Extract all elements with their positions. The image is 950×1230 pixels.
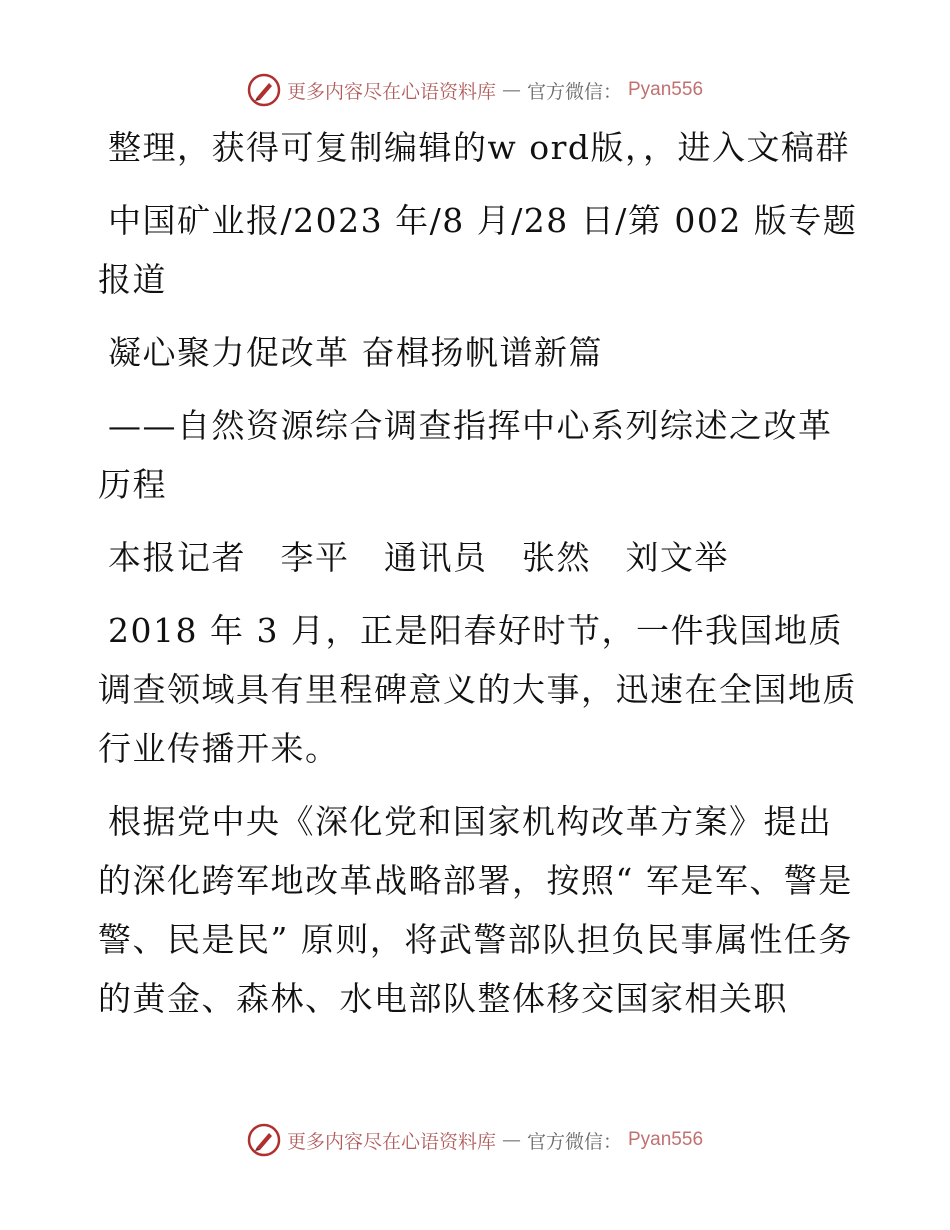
banner-wechat-label: 官方微信： <box>526 1130 622 1153</box>
banner-wechat-id: Pyan556 <box>628 79 704 100</box>
article-subtitle: ——自然资源综合调查指挥中心系列综述之改革历程 <box>98 406 833 504</box>
document-body <box>98 118 858 1042</box>
banner-text: 更多内容尽在心语资料库 <box>286 1130 496 1153</box>
paragraph-body-1: 2018 年 3 月，正是阳春好时节，一件我国地质调查领域具有里程碑意义的大事，迅速在全国地质行业传播开来。 <box>98 611 857 768</box>
paragraph-intro: 整理，获得可复制编辑的w ord版，，进入文稿群 <box>108 128 851 167</box>
banner-separator: — <box>501 79 521 101</box>
banner-wechat-id: Pyan556 <box>628 1129 704 1150</box>
pen-logo-icon <box>247 73 281 107</box>
paragraph-body-2: 根据党中央《深化党和国家机构改革方案》提出的深化跨军地改革战略部署，按照“ 军是军、警是警、民是民” 原则，将武警部队担负民事属性任务的黄金、森林、水电部队整体移交国家相关职 <box>98 802 853 1018</box>
header-banner <box>0 70 950 110</box>
banner-separator: — <box>501 1129 521 1151</box>
footer-banner <box>0 1120 950 1160</box>
banner-wechat-label: 官方微信： <box>526 80 622 103</box>
pen-logo-icon <box>247 1123 281 1157</box>
paragraph-source: 中国矿业报/2023 年/8 月/28 日/第 002 版专题报道 <box>98 201 858 299</box>
banner-text: 更多内容尽在心语资料库 <box>286 80 496 103</box>
article-byline: 本报记者 李平 通讯员 张然 刘文举 <box>108 538 729 577</box>
article-title: 凝心聚力促改革 奋楫扬帆谱新篇 <box>108 333 603 372</box>
